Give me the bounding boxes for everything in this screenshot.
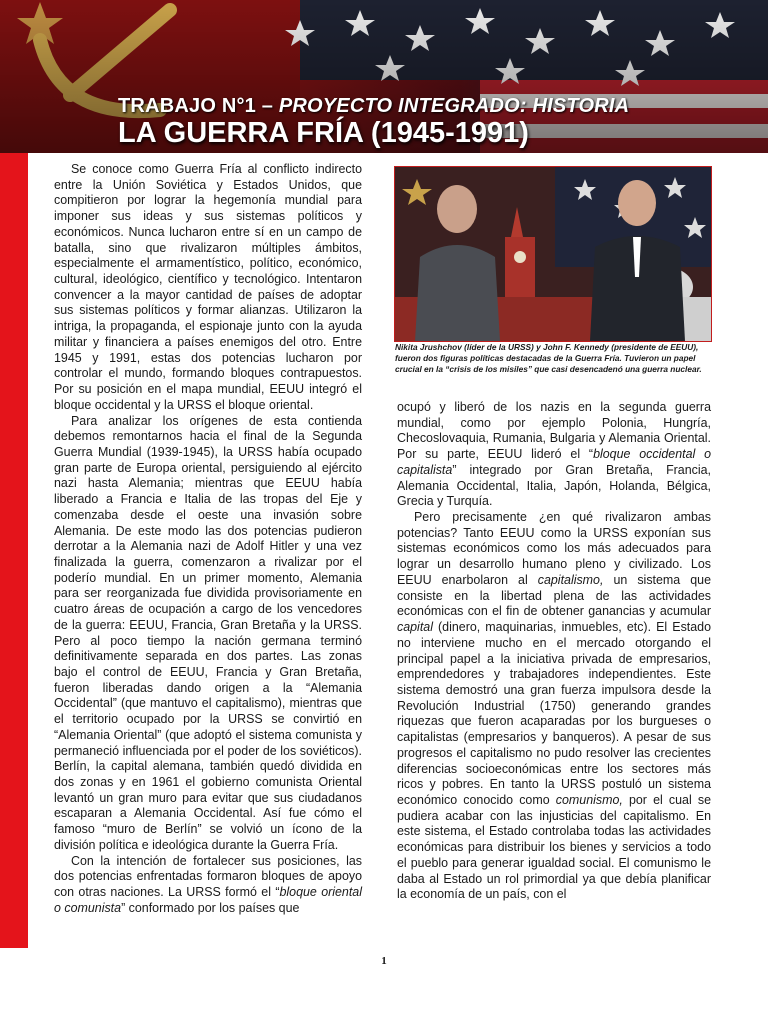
paragraph: Con la intención de fortalecer sus posiciones, las dos potencias enfrentadas formaron bloques de apoyo con otras naciones. La URSS formó el “bloque oriental o comunista” conformado por los países que [54,853,362,915]
left-text-column [54,162,362,917]
paragraph: Se conoce como Guerra Fría al conflicto indirecto entre la Unión Soviética y Estados Unidos, que compitieron por lograr la hegemonía mundial para imponer sus ideas y sus sistemas políticos y económicos. Nunca lucharon entre sí en un campo de batalla, sino que rivalizaron múltiples ámbitos, especialmente el armamentístico, político, económico, cultural, ideológico, científico y tecnológico. Intentaron convencer a la mayor cantidad de países de adoptar sus sistemas políticos y formar alianzas. Utilizaron la intriga, la propaganda, el espionaje junto con la ayuda militar y financiera a países enemigos del otro. Entre 1945 y 1991, estas dos potencias lucharon por controlar el mundo, formando bloques contrapuestos. Por su posición en el mapa mundial, EEUU integró el bloque occidental y la URSS el bloque oriental. [54,162,362,412]
photo-caption: Nikita Jrushchov (líder de la URSS) y John F. Kennedy (presidente de EEUU), fueron dos figuras políticas destacadas de la Guerra Fría. Tuvieron un papel crucial en la “crisis de los misiles” que casi desencadenó una guerra nuclear. [395,342,702,374]
paragraph: Para analizar los orígenes de esta contienda debemos remontarnos hacia el final de la Segunda Guerra Mundial (1939-1945), la URSS había ocupado gran parte de Europa oriental, persiguiendo al ejército nazi hasta Alemania; mientras que EEUU había liberado a Francia e Italia de las tropas del Eje y comenzaba desde el oeste una invasión sobre Alemania. De este modo las dos potencias pudieron derrotar a la Alemania nazi de Adolf Hitler y una vez finalizada la guerra, comenzaron a rivalizar por el poderío mundial. En un primer momento, Alemania para ser reorganizada fue dividida provisoriamente en cuatro áreas de ocupación a cargo de los vencedores de la guerra: EEUU, Francia, Gran Bretaña y la URSS. Pero al poco tiempo la nación germana terminó definitivamente separada en dos partes. Las zonas bajo el control de EEUU, Francia y Gran Bretaña, fueron liberadas dando origen a la “Alemania Occidental” (que mantuvo el capitalismo), mientras que el territorio ocupado por la URSS se convirtió en “Alemania Oriental” (que adoptó el sistema comunista y permaneció influenciada por el poder de los soviéticos). Berlín, la capital alemana, también quedó dividida en dos zonas y en 1961 el gobierno comunista Oriental levantó un gran muro para evitar que sus ciudadanos escaparan a Alemania Occidental. Así fue cómo el famoso “muro de Berlín” se volvió un ícono de la división política e ideológica durante la Guerra Fría. [54,413,362,852]
header-banner [0,0,768,153]
page-title: LA GUERRA FRÍA (1945-1991) [118,117,529,149]
leaders-photo [394,166,712,342]
right-text-column [397,400,711,903]
page-number: 1 [381,955,387,967]
side-accent-bar [0,153,28,948]
paragraph: Pero precisamente ¿en qué rivalizaron ambas potencias? Tanto EEUU como la URSS exponían sus sistemas económicos como los más adecuados para lograr un desarrollo humano pleno y civilizado. Los EEUU enarbolaron al capitalismo, un sistema que consiste en la libertad plena de las actividades económicas con el fin de obtener ganancias y acumular capital (dinero, maquinarias, inmuebles, etc). El Estado no interviene mucho en el mercado otorgando el principal papel a la iniciativa privada de empresarios, emprendedores y trabajadores independientes. Este sistema demostró una gran fuerza impulsora desde la Revolución Industrial (1750) generando grandes riquezas que fueron acaparadas por los burgueses o capitalistas (empresarios y banqueros). A pesar de sus progresos el capitalismo no pudo resolver las crecientes diferencias socioeconómicas entre los sectores más ricos y pobres. En tanto la URSS postuló un sistema económico conocido como comunismo, por el cual se pudiera acabar con las injusticias del capitalismo. En este sistema, el Estado controlaba todas las actividades económicas para distribuir los bienes y servicios a todo el pueblo para generar igualdad social. El comunismo le daba al Estado un rol primordial ya que debía planificar la economía de un país, con el [397,510,711,902]
header-subtitle: TRABAJO N°1 – PROYECTO INTEGRADO: HISTORIA [118,95,630,117]
paragraph: ocupó y liberó de los nazis en la segunda guerra mundial, como por ejemplo Polonia, Hungría, Checoslovaquia, Rumania, Bulgaria y Alemania Oriental. Por su parte, EEUU lideró el “bloque occidental o capitalista” integrado por Gran Bretaña, Francia, Alemania Occidental, Italia, Japón, Holanda, Bélgica, Grecia y Turquía. [397,400,712,509]
